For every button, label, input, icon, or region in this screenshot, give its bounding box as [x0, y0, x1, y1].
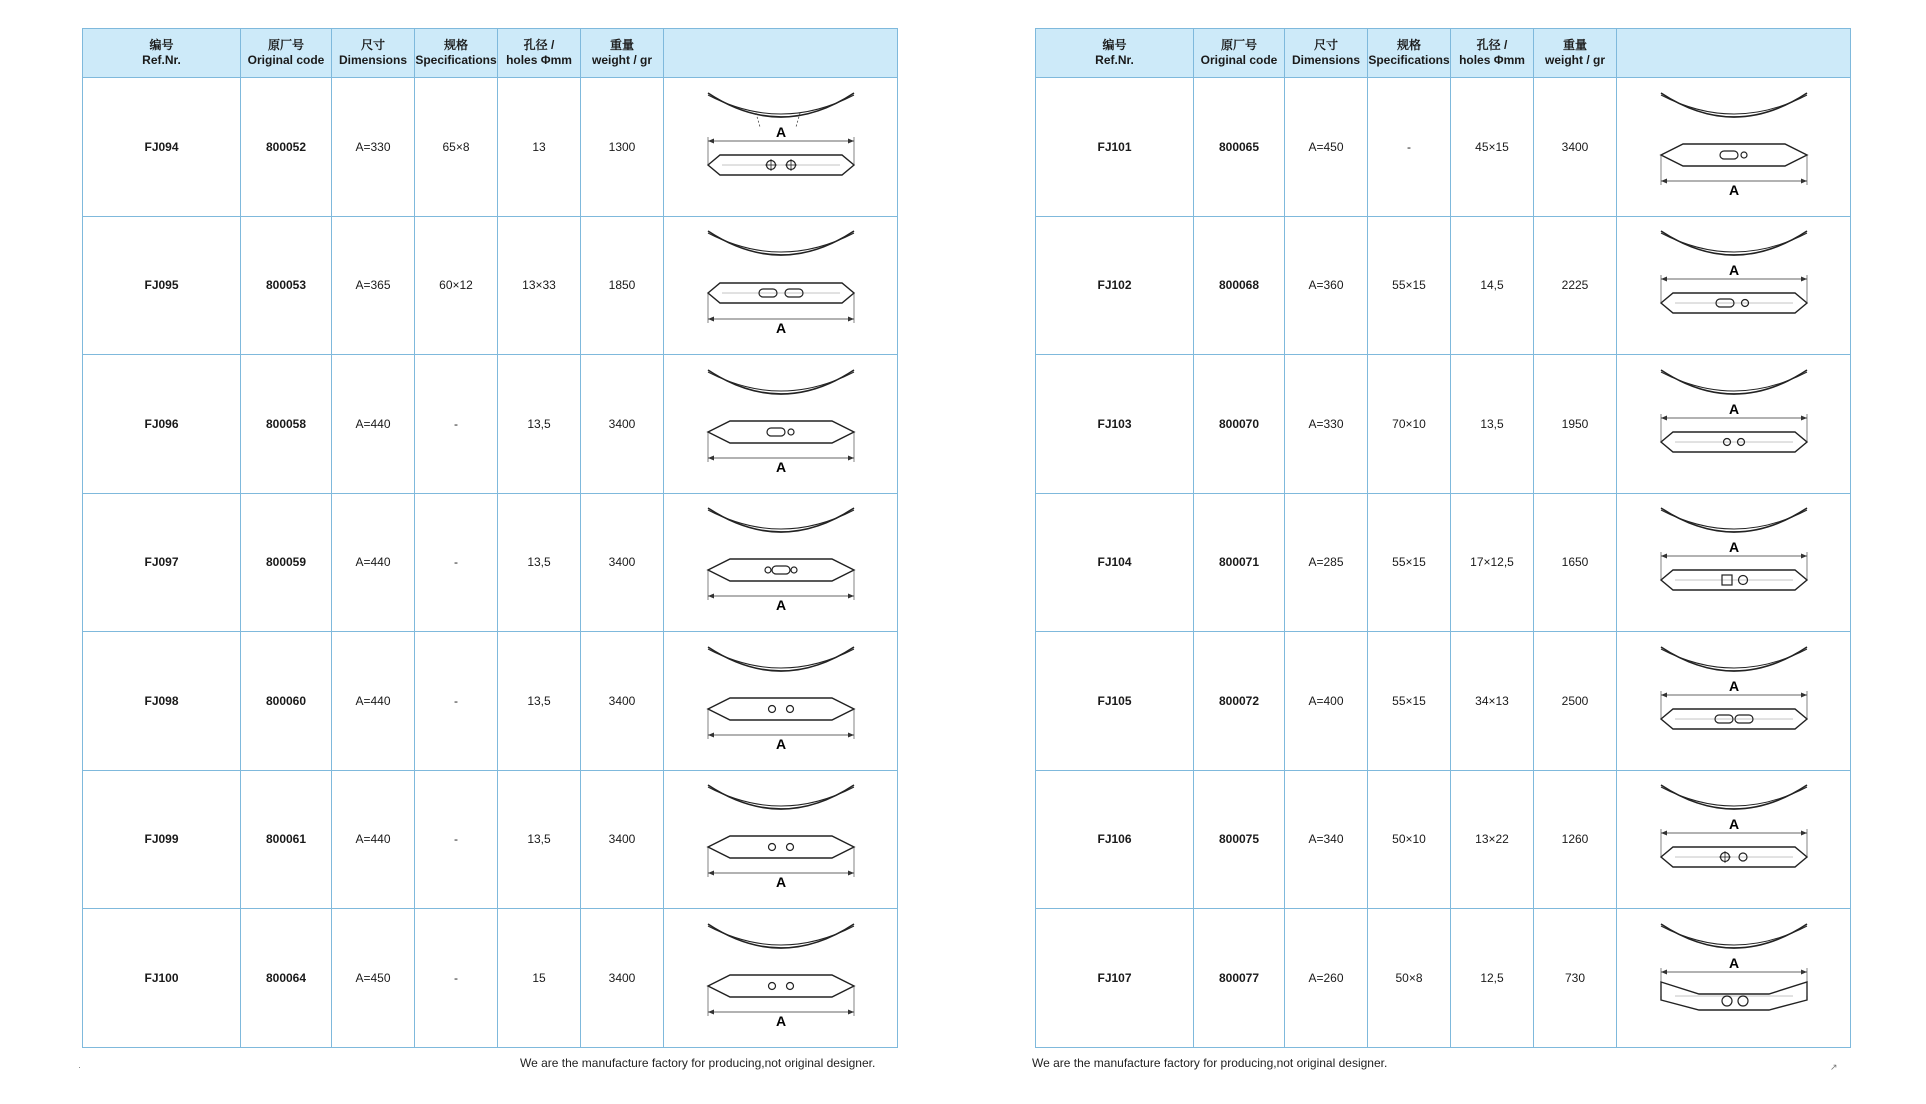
dimension-cell: A=330 [332, 78, 415, 217]
table-row [1036, 78, 1851, 217]
holes-cell: 17×12,5 [1451, 493, 1534, 632]
blade-drawing [696, 775, 866, 903]
original-code-cell: 800061 [241, 770, 332, 909]
blade-drawing-cell [664, 78, 898, 217]
header-original-code: 原厂号 Original code [241, 29, 332, 78]
table-row [1036, 909, 1851, 1048]
dimension-label: A [775, 123, 786, 140]
dimension-cell: A=450 [1285, 78, 1368, 217]
weight-cell: 3400 [581, 355, 664, 494]
weight-cell: 3400 [581, 632, 664, 771]
header-ref: 编号 Ref.Nr. [1036, 29, 1194, 78]
header-drawing [1617, 29, 1851, 78]
specification-cell: - [415, 632, 498, 771]
table-row [1036, 493, 1851, 632]
blade-drawing-cell [1617, 909, 1851, 1048]
dimension-label: A [775, 458, 786, 475]
table-row [83, 78, 898, 217]
holes-cell: 34×13 [1451, 632, 1534, 771]
weight-cell: 3400 [1534, 78, 1617, 217]
original-code-cell: 800060 [241, 632, 332, 771]
original-code-cell: 800072 [1194, 632, 1285, 771]
specification-cell: 50×8 [1368, 909, 1451, 1048]
table-row [1036, 355, 1851, 494]
corner-mark-left: · [78, 1062, 81, 1072]
weight-cell: 1300 [581, 78, 664, 217]
specification-cell: - [415, 493, 498, 632]
ref-cell: FJ103 [1036, 355, 1194, 494]
blade-table-left [82, 28, 898, 1048]
footnote-right: We are the manufacture factory for producing,not original designer. [1032, 1056, 1388, 1070]
ref-cell: FJ106 [1036, 770, 1194, 909]
table-row [1036, 216, 1851, 355]
holes-cell: 13×33 [498, 216, 581, 355]
specification-cell: 65×8 [415, 78, 498, 217]
dimension-cell: A=285 [1285, 493, 1368, 632]
ref-cell: FJ105 [1036, 632, 1194, 771]
header-specifications: 规格 Specifications [415, 29, 498, 78]
blade-drawing [1649, 914, 1819, 1042]
holes-cell: 13,5 [1451, 355, 1534, 494]
weight-cell: 3400 [581, 493, 664, 632]
header-holes: 孔径 / holes Φmm [1451, 29, 1534, 78]
table-row [83, 909, 898, 1048]
catalog-page-left [82, 28, 897, 1048]
holes-cell: 13×22 [1451, 770, 1534, 909]
holes-cell: 13,5 [498, 493, 581, 632]
blade-drawing [696, 498, 866, 626]
weight-cell: 730 [1534, 909, 1617, 1048]
blade-drawing-cell [1617, 355, 1851, 494]
blade-drawing [696, 637, 866, 765]
blade-drawing-cell [1617, 493, 1851, 632]
blade-drawing-cell [664, 216, 898, 355]
holes-cell: 14,5 [1451, 216, 1534, 355]
ref-cell: FJ101 [1036, 78, 1194, 217]
ref-cell: FJ098 [83, 632, 241, 771]
weight-cell: 2500 [1534, 632, 1617, 771]
table-row [83, 493, 898, 632]
blade-drawing-cell [1617, 632, 1851, 771]
blade-drawing-cell [664, 493, 898, 632]
blade-drawing-cell [664, 632, 898, 771]
blade-drawing [1649, 221, 1819, 349]
blade-drawing-cell [664, 355, 898, 494]
original-code-cell: 800077 [1194, 909, 1285, 1048]
header-specifications: 规格 Specifications [1368, 29, 1451, 78]
table-row [1036, 770, 1851, 909]
blade-table-right [1035, 28, 1851, 1048]
original-code-cell: 800071 [1194, 493, 1285, 632]
specification-cell: - [1368, 78, 1451, 217]
dimension-label: A [1728, 954, 1739, 971]
dimension-label: A [775, 1012, 786, 1029]
dimension-label: A [775, 735, 786, 752]
specification-cell: - [415, 909, 498, 1048]
blade-drawing-cell [1617, 78, 1851, 217]
blade-drawing [696, 221, 866, 349]
blade-drawing [1649, 360, 1819, 488]
specification-cell: 60×12 [415, 216, 498, 355]
dimension-label: A [775, 874, 786, 891]
specification-cell: 70×10 [1368, 355, 1451, 494]
dimension-label: A [1728, 539, 1739, 556]
footnote-left: We are the manufacture factory for producing,not original designer. [520, 1056, 876, 1070]
original-code-cell: 800052 [241, 78, 332, 217]
dimension-label: A [775, 597, 786, 614]
holes-cell: 13,5 [498, 355, 581, 494]
holes-cell: 15 [498, 909, 581, 1048]
blade-drawing [1649, 637, 1819, 765]
ref-cell: FJ097 [83, 493, 241, 632]
header-dimensions: 尺寸 Dimensions [1285, 29, 1368, 78]
ref-cell: FJ096 [83, 355, 241, 494]
weight-cell: 3400 [581, 909, 664, 1048]
catalog-page-right [1035, 28, 1850, 1048]
weight-cell: 3400 [581, 770, 664, 909]
table-row [83, 770, 898, 909]
table-row [83, 216, 898, 355]
specification-cell: - [415, 770, 498, 909]
corner-mark-right: ↗ [1830, 1062, 1838, 1072]
ref-cell: FJ095 [83, 216, 241, 355]
dimension-label: A [1728, 816, 1739, 833]
dimension-cell: A=400 [1285, 632, 1368, 771]
dimension-label: A [1728, 181, 1739, 198]
blade-drawing [696, 83, 866, 211]
original-code-cell: 800065 [1194, 78, 1285, 217]
header-weight: 重量 weight / gr [581, 29, 664, 78]
blade-drawing [696, 914, 866, 1042]
table-row [83, 355, 898, 494]
table-row [1036, 632, 1851, 771]
dimension-cell: A=330 [1285, 355, 1368, 494]
header-holes: 孔径 / holes Φmm [498, 29, 581, 78]
holes-cell: 45×15 [1451, 78, 1534, 217]
dimension-cell: A=260 [1285, 909, 1368, 1048]
holes-cell: 13,5 [498, 770, 581, 909]
blade-drawing-cell [1617, 770, 1851, 909]
dimension-label: A [1728, 400, 1739, 417]
holes-cell: 13 [498, 78, 581, 217]
dimension-cell: A=440 [332, 493, 415, 632]
weight-cell: 1650 [1534, 493, 1617, 632]
dimension-cell: A=340 [1285, 770, 1368, 909]
original-code-cell: 800070 [1194, 355, 1285, 494]
weight-cell: 1850 [581, 216, 664, 355]
blade-drawing [1649, 83, 1819, 211]
blade-drawing-cell [664, 770, 898, 909]
specification-cell: 50×10 [1368, 770, 1451, 909]
ref-cell: FJ104 [1036, 493, 1194, 632]
header-drawing [664, 29, 898, 78]
weight-cell: 2225 [1534, 216, 1617, 355]
dimension-cell: A=365 [332, 216, 415, 355]
ref-cell: FJ100 [83, 909, 241, 1048]
blade-drawing [696, 360, 866, 488]
specification-cell: 55×15 [1368, 493, 1451, 632]
table-row [83, 632, 898, 771]
original-code-cell: 800075 [1194, 770, 1285, 909]
specification-cell: 55×15 [1368, 632, 1451, 771]
dimension-cell: A=440 [332, 355, 415, 494]
ref-cell: FJ107 [1036, 909, 1194, 1048]
header-original-code: 原厂号 Original code [1194, 29, 1285, 78]
dimension-cell: A=360 [1285, 216, 1368, 355]
blade-drawing [1649, 775, 1819, 903]
ref-cell: FJ094 [83, 78, 241, 217]
table-header-row [1036, 29, 1851, 78]
original-code-cell: 800058 [241, 355, 332, 494]
blade-drawing [1649, 498, 1819, 626]
dimension-cell: A=440 [332, 632, 415, 771]
dimension-label: A [775, 320, 786, 337]
header-dimensions: 尺寸 Dimensions [332, 29, 415, 78]
blade-drawing-cell [664, 909, 898, 1048]
original-code-cell: 800059 [241, 493, 332, 632]
dimension-cell: A=440 [332, 770, 415, 909]
holes-cell: 12,5 [1451, 909, 1534, 1048]
header-weight: 重量 weight / gr [1534, 29, 1617, 78]
dimension-label: A [1728, 262, 1739, 279]
original-code-cell: 800064 [241, 909, 332, 1048]
original-code-cell: 800068 [1194, 216, 1285, 355]
original-code-cell: 800053 [241, 216, 332, 355]
specification-cell: - [415, 355, 498, 494]
table-header-row [83, 29, 898, 78]
blade-drawing-cell [1617, 216, 1851, 355]
ref-cell: FJ102 [1036, 216, 1194, 355]
holes-cell: 13,5 [498, 632, 581, 771]
specification-cell: 55×15 [1368, 216, 1451, 355]
weight-cell: 1950 [1534, 355, 1617, 494]
ref-cell: FJ099 [83, 770, 241, 909]
header-ref: 编号 Ref.Nr. [83, 29, 241, 78]
weight-cell: 1260 [1534, 770, 1617, 909]
dimension-label: A [1728, 677, 1739, 694]
dimension-cell: A=450 [332, 909, 415, 1048]
